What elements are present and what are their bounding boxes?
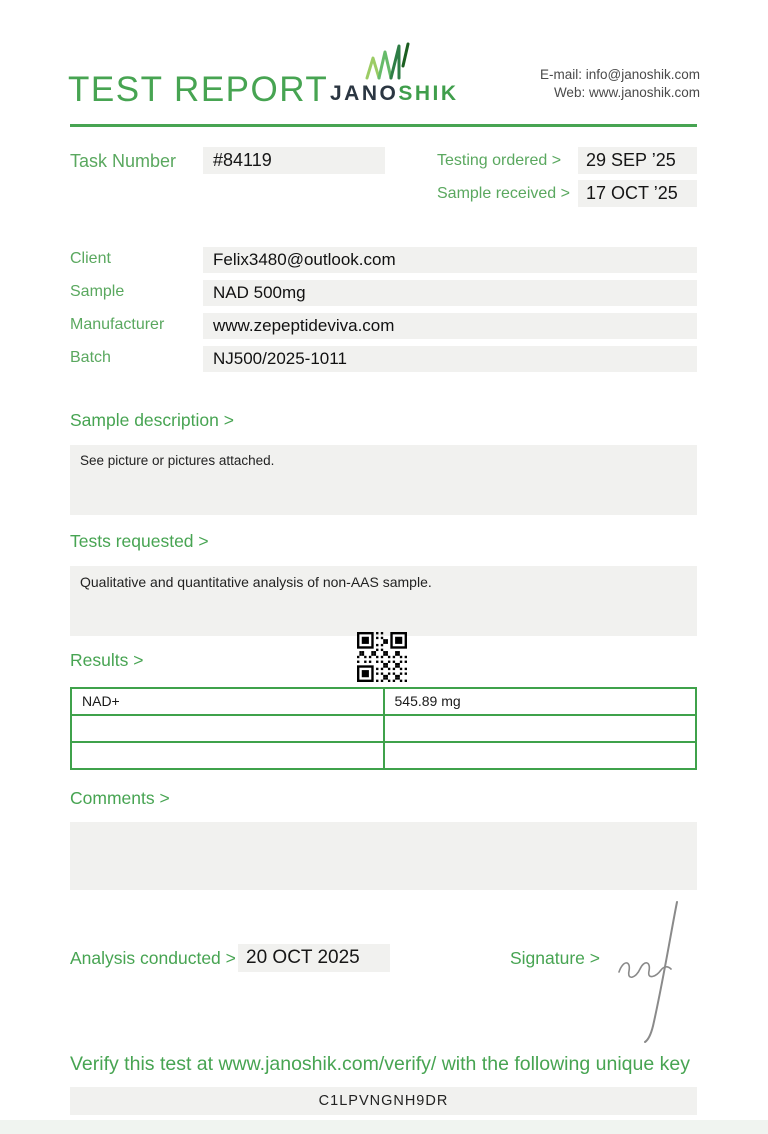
sample-received-label: Sample received > xyxy=(437,185,570,202)
contact-email: E-mail: info@janoshik.com xyxy=(539,67,700,82)
janoshik-logo xyxy=(330,42,459,106)
sample-description-box: See picture or pictures attached. xyxy=(70,445,697,515)
logo-wordmark: JANOSHIK xyxy=(330,82,459,105)
signature-image xyxy=(605,898,695,1043)
info-row-manufacturer xyxy=(0,313,768,340)
sample-label: Sample xyxy=(70,283,125,300)
signature-label: Signature > xyxy=(510,948,600,968)
batch-label: Batch xyxy=(70,349,111,366)
sample-received-value: 17 OCT ’25 xyxy=(578,180,697,207)
page-title: TEST REPORT xyxy=(68,70,329,109)
results-cell-substance-3 xyxy=(72,743,383,768)
tests-requested-heading: Tests requested > xyxy=(70,531,209,551)
results-cell-substance-1: NAD+ xyxy=(72,689,383,714)
testing-ordered-value: 29 SEP ’25 xyxy=(578,147,697,174)
logo-chart-icon xyxy=(363,42,417,80)
page-bottom-edge xyxy=(0,1120,768,1134)
batch-value: NJ500/2025-1011 xyxy=(203,346,697,372)
info-row-sample xyxy=(0,280,768,307)
analysis-conducted-label: Analysis conducted > xyxy=(70,948,236,968)
task-number-value: #84119 xyxy=(203,147,385,174)
contact-info xyxy=(540,66,700,102)
unique-key-value: C1LPVNGNH9DR xyxy=(70,1087,697,1115)
results-heading: Results > xyxy=(70,650,144,670)
results-cell-amount-1: 545.89 mg xyxy=(385,689,696,714)
manufacturer-value: www.zepeptideviva.com xyxy=(203,313,697,339)
header-divider xyxy=(70,124,697,127)
results-cell-amount-3 xyxy=(385,743,696,768)
results-table xyxy=(70,687,697,770)
manufacturer-label: Manufacturer xyxy=(70,316,165,333)
results-cell-amount-2 xyxy=(385,716,696,741)
client-value: Felix3480@outlook.com xyxy=(203,247,697,273)
tests-requested-box: Qualitative and quantitative analysis of non-AAS sample. xyxy=(70,566,697,636)
comments-heading: Comments > xyxy=(70,788,170,808)
qr-code-icon xyxy=(357,632,407,682)
comments-box xyxy=(70,822,697,890)
sample-description-heading: Sample description > xyxy=(70,410,234,430)
info-row-client xyxy=(0,247,768,274)
results-cell-substance-2 xyxy=(72,716,383,741)
contact-web: Web: www.janoshik.com xyxy=(553,85,700,100)
sample-value: NAD 500mg xyxy=(203,280,697,306)
testing-ordered-label: Testing ordered > xyxy=(437,152,562,169)
info-row-batch xyxy=(0,346,768,373)
analysis-conducted-value: 20 OCT 2025 xyxy=(238,944,390,972)
task-number-label: Task Number xyxy=(70,151,177,171)
verify-heading: Verify this test at www.janoshik.com/verify/ with the following unique key xyxy=(70,1053,690,1075)
client-label: Client xyxy=(70,250,111,267)
